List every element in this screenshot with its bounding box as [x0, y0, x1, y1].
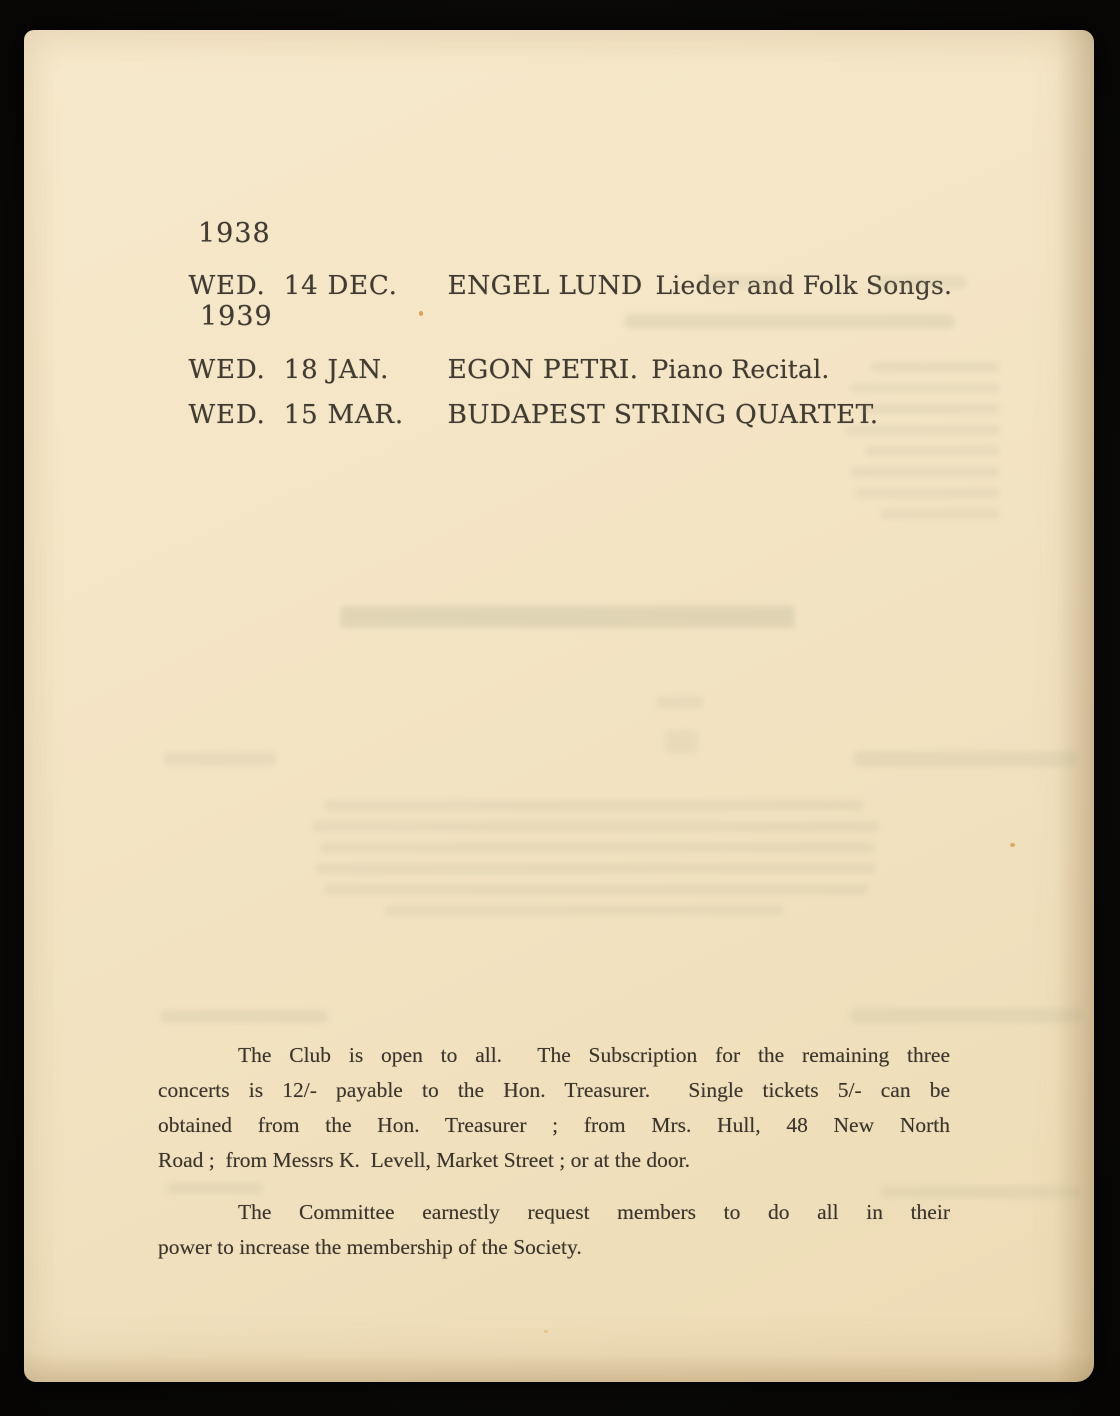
bleedthrough-text-smudge	[656, 696, 704, 708]
paper-speck	[1010, 843, 1015, 847]
bleedthrough-text-smudge	[850, 467, 1000, 477]
bleedthrough-text-smudge	[384, 905, 784, 916]
year-heading-1939: 1939	[200, 301, 273, 332]
membership-notice	[158, 1195, 950, 1265]
bleedthrough-text-smudge	[160, 1010, 328, 1023]
bleedthrough-text-smudge	[324, 884, 869, 895]
notice-line: Road ; from Messrs K. Levell, Market Street ; or at the door.	[158, 1148, 691, 1172]
bleedthrough-text-smudge	[312, 821, 880, 832]
event-artist: BUDAPEST STRING QUARTET.	[447, 399, 879, 430]
notice-line: concerts is 12/- payable to the Hon. Treasurer. Single tickets 5/- can be	[158, 1078, 950, 1102]
event-description: Piano Recital.	[651, 355, 830, 384]
notice-line: The Committee earnestly request members to do all in their	[238, 1200, 950, 1224]
bleedthrough-text-smudge	[854, 751, 1076, 767]
bleedthrough-text-smudge	[316, 863, 876, 874]
bleedthrough-text-smudge	[664, 730, 698, 754]
subscription-notice	[158, 1038, 950, 1178]
event-date: WED. 14 DEC.	[188, 271, 398, 301]
programme-page	[24, 30, 1094, 1382]
year-heading-1938: 1938	[198, 218, 271, 249]
event-description: Lieder and Folk Songs.	[655, 271, 953, 300]
event-row	[158, 251, 952, 320]
event-date: WED. 15 MAR.	[188, 400, 404, 430]
bleedthrough-text-smudge	[340, 606, 795, 628]
notice-line: power to increase the membership of the Society.	[158, 1235, 582, 1259]
bleedthrough-text-smudge	[324, 800, 864, 811]
notices-block	[158, 1038, 950, 1265]
bleedthrough-text-smudge	[880, 509, 1000, 519]
paper-speck	[544, 1330, 548, 1333]
event-artist: ENGEL LUND	[447, 270, 643, 301]
bleedthrough-text-smudge	[855, 488, 1000, 498]
bleedthrough-text-smudge	[850, 1008, 1082, 1023]
event-row	[158, 380, 891, 449]
notice-line: The Club is open to all. The Subscription for the remaining three	[238, 1043, 950, 1067]
notice-line: obtained from the Hon. Treasurer ; from Mrs. Hull, 48 New North	[158, 1113, 950, 1137]
bleedthrough-text-smudge	[320, 842, 875, 853]
event-date: WED. 18 JAN.	[188, 355, 390, 385]
bleedthrough-text-smudge	[870, 362, 1000, 372]
bleedthrough-text-smudge	[164, 752, 276, 766]
event-artist: EGON PETRI.	[447, 354, 639, 385]
